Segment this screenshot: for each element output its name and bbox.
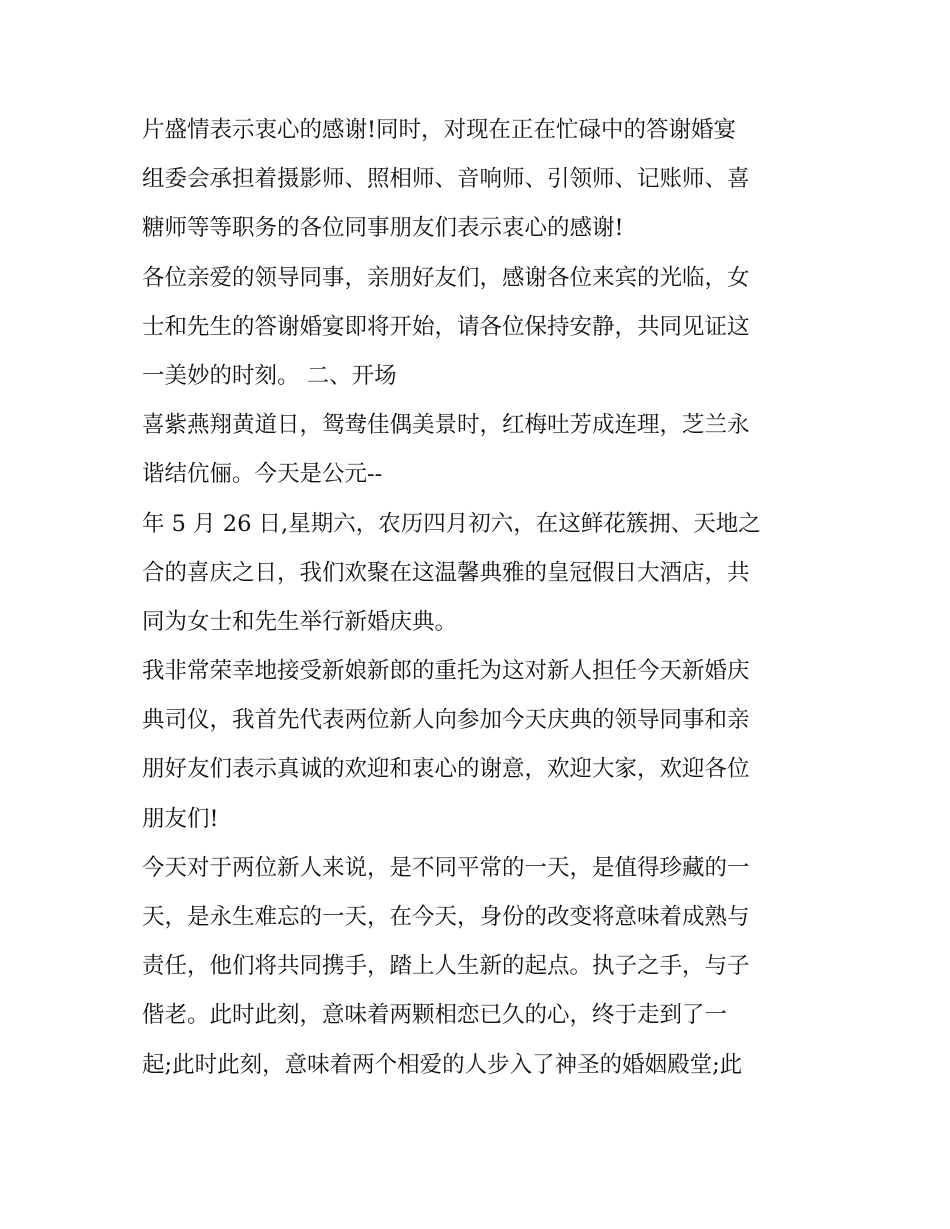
text-line: 士和先生的答谢婚宴即将开始，请各位保持安静，共同见证这 xyxy=(142,313,750,340)
text-line: 喜紫燕翔黄道日，鸳鸯佳偶美景时，红梅吐芳成连理，芝兰永 xyxy=(142,412,750,439)
text-line: 组委会承担着摄影师、照相师、音响师、引领师、记账师、喜 xyxy=(142,166,750,193)
text-line: 谐结伉俪。今天是公元-- xyxy=(142,461,383,488)
text-line: 今天对于两位新人来说，是不同平常的一天，是值得珍藏的一 xyxy=(142,854,750,881)
text-line: 朋友们! xyxy=(142,805,219,832)
text-line: 合的喜庆之日，我们欢聚在这温馨典雅的皇冠假日大酒店，共 xyxy=(142,559,750,586)
text-line: 同为女士和先生举行新婚庆典。 xyxy=(142,608,458,635)
text-line: 天，是永生难忘的一天，在今天，身份的改变将意味着成熟与 xyxy=(142,904,750,930)
text-line: 糖师等等职务的各位同事朋友们表示衷心的感谢! xyxy=(142,215,624,242)
text-line: 起;此时此刻，意味着两个相爱的人步入了神圣的婚姻殿堂;此 xyxy=(142,1051,743,1078)
text-line: 片盛情表示衷心的感谢!同时，对现在正在忙碌中的答谢婚宴 xyxy=(142,117,737,143)
text-line: 年 5 月 26 日,星期六，农历四月初六，在这鲜花簇拥、天地之 xyxy=(142,510,761,537)
text-line: 朋好友们表示真诚的欢迎和衷心的谢意，欢迎大家，欢迎各位 xyxy=(142,756,750,783)
text-line: 各位亲爱的领导同事，亲朋好友们，感谢各位来宾的光临，女 xyxy=(142,264,750,291)
text-line: 责任，他们将共同携手，踏上人生新的起点。执子之手，与子 xyxy=(142,953,750,980)
text-line: 偕老。此时此刻，意味着两颗相恋已久的心，终于走到了一 xyxy=(142,1002,728,1029)
document-body xyxy=(142,106,822,1090)
text-line: 典司仪，我首先代表两位新人向参加今天庆典的领导同事和亲 xyxy=(142,707,750,734)
text-line: 我非常荣幸地接受新娘新郎的重托为这对新人担任今天新婚庆 xyxy=(142,658,750,685)
text-line: 一美妙的时刻。 二、开场 xyxy=(142,362,397,389)
